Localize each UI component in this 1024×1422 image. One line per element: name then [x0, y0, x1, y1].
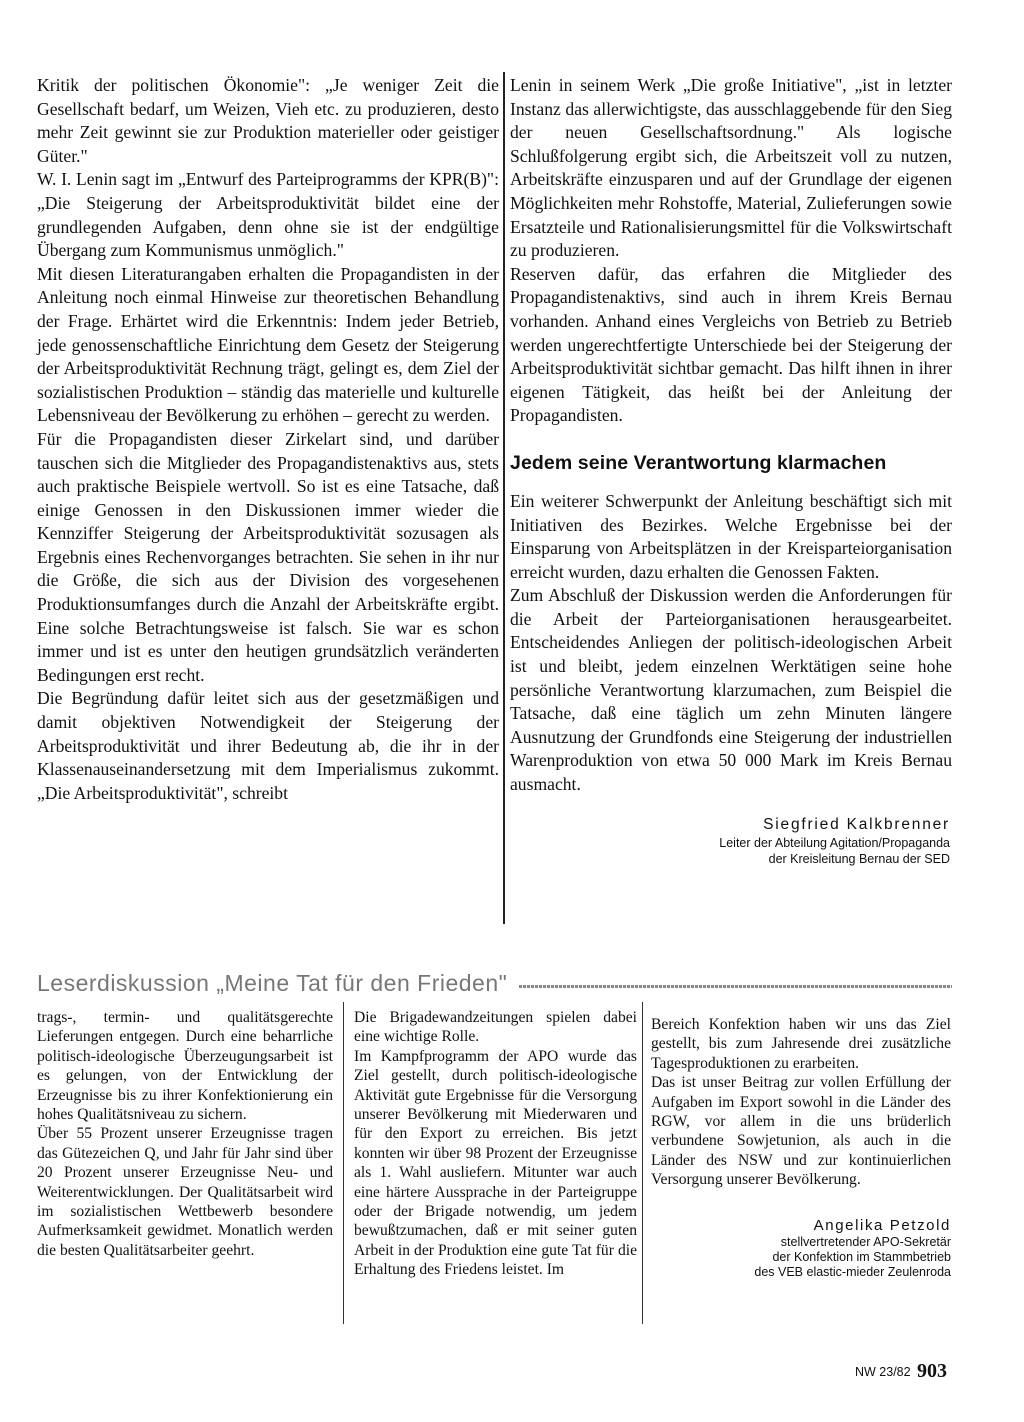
- paragraph: Über 55 Prozent unserer Erzeugnisse tragen das Gütezeichen Q, und Jahr für Jahr sind über 20 Prozent unserer Erzeugnisse Neu- und Weiterentwicklungen. Der Qualitätsarbeit wird im sozialistischen Wettbewerb besondere Aufmerksamkeit gewidmet. Monatlich werden die besten Qualitätsarbeiter geehrt.: [37, 1125, 333, 1259]
- column-divider: [343, 1002, 344, 1324]
- author-role: Leiter der Abteilung Agitation/Propaganda: [719, 835, 950, 850]
- paragraph: Bereich Konfektion haben wir uns das Ziel gestellt, bis zum Jahresende drei zusätzliche Tagesproduktionen zu erarbeiten.: [651, 1016, 951, 1072]
- author-role: der Kreisleitung Bernau der SED: [768, 851, 950, 866]
- paragraph: Kritik der politischen Ökonomie": „Je weniger Zeit die Gesellschaft bedarf, um Weizen, Vieh etc. zu produzieren, desto mehr Zeit gewinnt sie zur Produktion materieller oder geistiger Güter.": [37, 75, 499, 166]
- paragraph: Mit diesen Literaturangaben erhalten die Propagandisten in der Anleitung noch einmal Hinweise zur theoretischen Behandlung der Frage. Erhärtet wird die Erkenntnis: Indem jeder Betrieb, jede genossenschaftliche Einrichtung dem Gesetz der Steigerung der Arbeitsproduktivität Rechnung trägt, gelingt es, dem Ziel der sozialistischen Produktion – ständig das materielle und kulturelle Lebensniveau der Bevölkerung zu erhöhen – gerecht zu werden.: [37, 263, 499, 426]
- author-role: stellvertretender APO-Sekretär: [780, 1234, 951, 1249]
- header-rule: [519, 985, 952, 988]
- paragraph: Zum Abschluß der Diskussion werden die Anforderungen für die Arbeit der Parteiorganisationen herausgearbeitet. Entscheidendes Anliegen der politisch-ideologischen Arbeit ist und bleibt, jedem einzelnen Werktätigen seine hohe persönliche Verantwortung klarzumachen, zum Beispiel die Tatsache, daß eine täglich um zehn Minuten längere Ausnutzung der Grundfonds eine Steigerung der industriellen Warenproduktion von etwa 50 000 Mark im Kreis Bernau ausmacht.: [510, 585, 952, 795]
- column-divider: [642, 1002, 643, 1324]
- paragraph: Lenin in seinem Werk „Die große Initiative", „ist in letzter Instanz das allerwichtigste, das ausschlaggebende für den Sieg der neuen Gesellschaftsordnung." Als logische Schlußfolgerung ergibt sich, die Arbeitszeit voll zu nutzen, Arbeitskräfte einzusparen und auf der Grundlage der eigenen Möglichkeiten mehr Rohstoffe, Material, Zulieferungen sowie Ersatzteile und Rationalisierungsmittel für die Volkswirtschaft zu produzieren.: [510, 75, 952, 261]
- paragraph: trags-, termin- und qualitätsgerechte Lieferungen entgegen. Durch eine beharrliche politisch-ideologische Überzeugungsarbeit ist es gelungen, von der Entwicklung der Erzeugnisse bis zu ihrer Konfektionierung ein hohes Qualitätsniveau zu sichern.: [37, 1009, 333, 1124]
- paragraph: Die Brigadewandzeitungen spielen dabei eine wichtige Rolle.: [354, 1009, 637, 1046]
- discussion-column-3: [651, 1015, 951, 1280]
- author-name: Siegfried Kalkbrenner: [763, 815, 950, 833]
- paragraph: Im Kampfprogramm der APO wurde das Ziel gestellt, durch politisch-ideologische Aktivität gute Ergebnisse für die Versorgung unserer Bevölkerung mit Miederwaren und für den Export zu erreichen. Bis jetzt konnten wir über 98 Prozent der Erzeugnisse als 1. Wahl ausliefern. Mitunter war auch eine härtere Aussprache in der Parteigruppe oder der Brigade notwendig, um jedem bewußtzumachen, daß er mit seiner guten Arbeit in der Produktion eine gute Tat für die Erhaltung des Friedens leistet. Im: [354, 1047, 637, 1279]
- paragraph: Reserven dafür, das erfahren die Mitglieder des Propagandistenaktivs, sind auch in ihrem Kreis Bernau vorhanden. Anhand eines Vergleichs von Betrieb zu Betrieb werden ungerechtfertigte Unterschiede bei der Steigerung der Arbeitsproduktivität sichtbar gemacht. Das hilft ihnen in ihrer eigenen Tätigkeit, das heißt bei der Anleitung der Propagandisten.: [510, 263, 952, 426]
- page-number: 903: [917, 1360, 947, 1382]
- paragraph: Ein weiterer Schwerpunkt der Anleitung beschäftigt sich mit Initiativen des Bezirkes. Welche Ergebnisse bei der Einsparung von Arbeitsplätzen in der Kreisparteiorganisation erreicht wurden, dazu erhalten die Genossen Fakten.: [510, 490, 952, 582]
- article-column-left: [37, 74, 499, 805]
- author-role: des VEB elastic-mieder Zeulenroda: [754, 1264, 951, 1279]
- section-heading: Jedem seine Verantwortung klarmachen: [510, 451, 887, 474]
- discussion-header: [37, 966, 952, 1000]
- discussion-column-2: [354, 1008, 637, 1280]
- discussion-column-1: [37, 1008, 333, 1260]
- author-name: Angelika Petzold: [813, 1216, 951, 1234]
- issue-number: NW 23/82: [855, 1365, 911, 1379]
- discussion-title: Leserdiskussion „Meine Tat für den Frieden": [37, 969, 508, 996]
- paragraph: Das ist unser Beitrag zur vollen Erfüllung der Aufgaben im Export sowohl in die Länder des RGW, vor allem in die uns brüderlich verbundene Sowjetunion, als auch in die Länder des NSW und zur kontinuierlichen Versorgung unserer Bevölkerung.: [651, 1074, 951, 1189]
- paragraph: W. I. Lenin sagt im „Entwurf des Parteiprogramms der KPR(B)": „Die Steigerung der Arbeitsproduktivität bildet eine der grundlegenden Aufgaben, denn ohne sie ist der endgültige Übergang zum Kommunismus unmöglich.": [37, 169, 499, 261]
- column-divider: [503, 72, 505, 924]
- author-role: der Konfektion im Stammbetrieb: [772, 1249, 951, 1264]
- article-column-right: [510, 74, 952, 867]
- paragraph: Für die Propagandisten dieser Zirkelart sind, und darüber tauschen sich die Mitglieder des Propagandistenaktivs aus, stets auch praktische Beispiele wertvoll. So ist es eine Tatsache, daß einige Genossen in den Diskussionen immer wieder die Kennziffer Steigerung der Arbeitsproduktivität sozusagen als Ergebnis eines Rechenvorganges betrachten. Sie sehen in ihr nur die Größe, die sich aus der Division des vorgesehenen Produktionsumfanges durch die Anzahl der Arbeitskräfte ergibt. Eine solche Betrachtungsweise ist falsch. Sie war es schon immer und ist es unter den heutigen grundsätzlich veränderten Bedingungen erst recht.: [37, 428, 499, 685]
- paragraph: Die Begründung dafür leitet sich aus der gesetzmäßigen und damit objektiven Notwendigkeit der Steigerung der Arbeitsproduktivität und ihrer Bedeutung ab, die ihr in der Klassenauseinandersetzung mit dem Imperialismus zukommt. „Die Arbeitsproduktivität", schreibt: [37, 688, 499, 803]
- author-signature: [510, 815, 952, 867]
- author-signature: [651, 1216, 951, 1280]
